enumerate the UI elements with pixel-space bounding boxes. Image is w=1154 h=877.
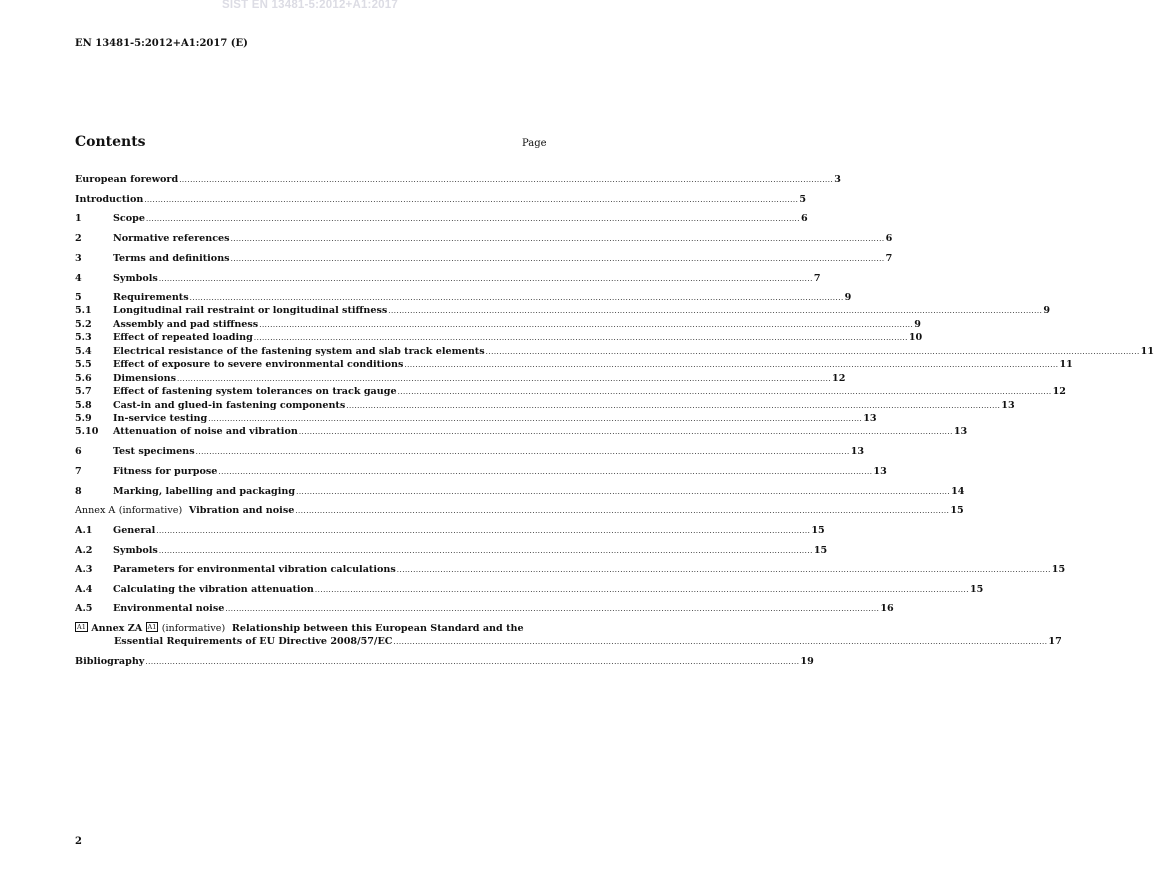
toc-page: 5 xyxy=(799,194,807,205)
toc-number: A.5 xyxy=(75,603,93,614)
toc-title: Assembly and pad stiffness xyxy=(113,319,259,330)
toc-title: Effect of fastening system tolerances on track gauge xyxy=(113,386,397,397)
toc-title: Symbols xyxy=(113,545,158,556)
leader-dots xyxy=(393,635,1047,649)
toc-page: 7 xyxy=(885,253,893,264)
toc-page: 15 xyxy=(1051,564,1066,575)
toc-page: 12 xyxy=(1052,386,1066,397)
toc-title: European foreword xyxy=(75,174,179,185)
leader-dots xyxy=(145,655,799,669)
toc-entry-8[interactable] xyxy=(75,485,965,498)
leader-dots xyxy=(231,252,885,266)
leader-dots xyxy=(299,425,953,439)
leader-dots xyxy=(146,212,800,226)
leader-dots xyxy=(486,345,1140,359)
leader-dots xyxy=(397,563,1051,577)
leader-dots xyxy=(190,291,844,305)
toc-number: 5.10 xyxy=(75,426,99,437)
leader-dots xyxy=(315,583,969,597)
toc-page: 12 xyxy=(832,373,846,384)
toc-title: Attenuation of noise and vibration xyxy=(113,426,298,437)
toc-number: 5.9 xyxy=(75,413,92,424)
annex-title-line-1: Relationship between this European Standard and the xyxy=(231,623,524,634)
leader-dots xyxy=(225,602,879,616)
toc-entry-5-4[interactable] xyxy=(75,345,1154,358)
toc-page: 6 xyxy=(885,233,893,244)
leader-dots xyxy=(398,385,1052,399)
leader-dots xyxy=(295,504,949,518)
toc-page: 17 xyxy=(1048,636,1062,647)
document-id: EN 13481-5:2012+A1:2017 (E) xyxy=(75,38,248,49)
toc-title: Dimensions xyxy=(113,373,177,384)
toc-title: Bibliography xyxy=(75,656,145,667)
toc-entry-5-8[interactable] xyxy=(75,399,1015,412)
toc-page: 19 xyxy=(800,656,814,667)
toc-number: 6 xyxy=(75,446,82,457)
leader-dots xyxy=(177,372,831,386)
toc-title: Symbols xyxy=(113,273,158,284)
toc-number: 5.2 xyxy=(75,319,92,330)
annex-prefix: Annex A xyxy=(75,505,116,516)
annex-za-line-1 xyxy=(75,622,531,635)
toc-title: Effect of exposure to severe environmental conditions xyxy=(113,359,404,370)
toc-entry-annex-za[interactable] xyxy=(75,622,1062,649)
leader-dots xyxy=(208,412,862,426)
toc-entry-6[interactable] xyxy=(75,445,865,458)
toc-page: 13 xyxy=(850,446,865,457)
leader-dots xyxy=(196,445,850,459)
leader-dots xyxy=(231,232,885,246)
annex-kind: (informative) xyxy=(161,623,226,634)
toc-entry-5-10[interactable] xyxy=(75,425,968,438)
toc-title xyxy=(75,504,294,517)
toc-number: A.1 xyxy=(75,525,93,536)
toc-title: Test specimens xyxy=(113,446,195,457)
toc-title: In-service testing xyxy=(113,413,208,424)
annex-title: Vibration and noise xyxy=(188,505,295,516)
toc-page: 11 xyxy=(1059,359,1073,370)
toc-number: A.2 xyxy=(75,545,93,556)
page-number: 2 xyxy=(75,836,82,847)
toc-entry-5-5[interactable] xyxy=(75,358,1073,371)
toc-entry-5-6[interactable] xyxy=(75,372,846,385)
toc-number: 5.5 xyxy=(75,359,92,370)
toc-number: 5.4 xyxy=(75,346,92,357)
toc-entry-1[interactable] xyxy=(75,212,808,225)
toc-page: 7 xyxy=(813,273,821,284)
toc-number: 2 xyxy=(75,233,82,244)
toc-entry-4[interactable] xyxy=(75,272,821,285)
toc-number: 5.7 xyxy=(75,386,92,397)
toc-entry-2[interactable] xyxy=(75,232,893,245)
watermark: SIST EN 13481-5:2012+A1:2017 xyxy=(222,0,398,11)
toc-number: 5.8 xyxy=(75,400,92,411)
toc-entry-5-2[interactable] xyxy=(75,318,921,331)
toc-number: A.4 xyxy=(75,584,93,595)
toc-entry-foreword[interactable] xyxy=(75,173,841,186)
toc-page: 9 xyxy=(844,292,852,303)
toc-title: Marking, labelling and packaging xyxy=(113,486,296,497)
toc-entry-7[interactable] xyxy=(75,465,887,478)
leader-dots xyxy=(159,272,813,286)
toc-number: 1 xyxy=(75,213,82,224)
toc-title: Introduction xyxy=(75,194,144,205)
page-title: Contents xyxy=(75,134,146,150)
toc-number: 5.6 xyxy=(75,373,92,384)
amendment-start-marker-icon: A1 xyxy=(77,623,86,631)
toc-number: 8 xyxy=(75,486,82,497)
amendment-end-marker-icon: A1 xyxy=(147,623,157,631)
leader-dots xyxy=(179,173,833,187)
toc-entry-a-2[interactable] xyxy=(75,544,828,557)
toc-page: 10 xyxy=(908,332,923,343)
toc-page: 16 xyxy=(880,603,894,614)
toc-entry-a-3[interactable] xyxy=(75,563,1066,576)
toc-page: 13 xyxy=(1001,400,1015,411)
leader-dots xyxy=(144,193,798,207)
toc-number: 3 xyxy=(75,253,82,264)
annex-za-line-2 xyxy=(75,635,1062,649)
toc-number: 4 xyxy=(75,273,82,284)
leader-dots xyxy=(259,318,913,332)
leader-dots xyxy=(156,524,810,538)
toc-page: 15 xyxy=(950,505,964,516)
toc-entry-a-1[interactable] xyxy=(75,524,825,537)
toc-entry-5[interactable] xyxy=(75,291,852,304)
toc-entry-5-9[interactable] xyxy=(75,412,877,425)
toc-title: Requirements xyxy=(113,292,189,303)
toc-page: 15 xyxy=(969,584,984,595)
toc-page: 15 xyxy=(813,545,828,556)
toc-page: 13 xyxy=(953,426,968,437)
toc-page: 15 xyxy=(811,525,825,536)
leader-dots xyxy=(218,465,872,479)
toc-entry-3[interactable] xyxy=(75,252,893,265)
toc-title: Parameters for environmental vibration calculations xyxy=(113,564,396,575)
leader-dots xyxy=(296,485,950,499)
toc-page: 14 xyxy=(951,486,965,497)
toc-entry-a-4[interactable] xyxy=(75,583,984,596)
toc-number: 7 xyxy=(75,466,82,477)
toc-title: Longitudinal rail restraint or longitudinal stiffness xyxy=(113,305,388,316)
toc-title: Scope xyxy=(113,213,145,224)
toc-page: 9 xyxy=(1043,305,1051,316)
leader-dots xyxy=(254,331,908,345)
toc-page: 6 xyxy=(801,213,808,224)
toc-title: General xyxy=(113,525,156,536)
toc-title: Normative references xyxy=(113,233,230,244)
toc-page: 13 xyxy=(863,413,877,424)
annex-prefix: Annex ZA xyxy=(91,623,143,634)
toc-number: 5.3 xyxy=(75,332,92,343)
toc-title: Environmental noise xyxy=(113,603,225,614)
toc-entry-a-5[interactable] xyxy=(75,602,894,615)
toc-entry-5-7[interactable] xyxy=(75,385,1066,398)
leader-dots xyxy=(346,399,1000,413)
annex-kind: (informative) xyxy=(118,505,183,516)
annex-title-line-2: Essential Requirements of EU Directive 2008/57/EC xyxy=(114,636,393,647)
toc-title: Effect of repeated loading xyxy=(113,332,253,343)
toc-number: A.3 xyxy=(75,564,93,575)
toc-entry-5-3[interactable] xyxy=(75,331,923,344)
toc-entry-annex-a[interactable] xyxy=(75,504,964,517)
leader-dots xyxy=(388,304,1042,318)
leader-dots xyxy=(159,544,813,558)
toc-entry-bibliography[interactable] xyxy=(75,655,814,668)
toc-number: 5 xyxy=(75,292,82,303)
toc-title: Fitness for purpose xyxy=(113,466,218,477)
toc-entry-introduction[interactable] xyxy=(75,193,807,206)
toc-page: 13 xyxy=(873,466,887,477)
toc-entry-5-1[interactable] xyxy=(75,304,1051,317)
toc-title: Electrical resistance of the fastening system and slab track elements xyxy=(113,346,485,357)
toc-title: Terms and definitions xyxy=(113,253,230,264)
toc-title: Calculating the vibration attenuation xyxy=(113,584,314,595)
leader-dots xyxy=(404,358,1058,372)
toc-page: 11 xyxy=(1140,346,1154,357)
toc-page: 9 xyxy=(914,319,921,330)
toc-page: 3 xyxy=(834,174,841,185)
toc-title: Cast-in and glued-in fastening components xyxy=(113,400,346,411)
toc-number: 5.1 xyxy=(75,305,92,316)
page-column-label: Page xyxy=(522,138,547,149)
